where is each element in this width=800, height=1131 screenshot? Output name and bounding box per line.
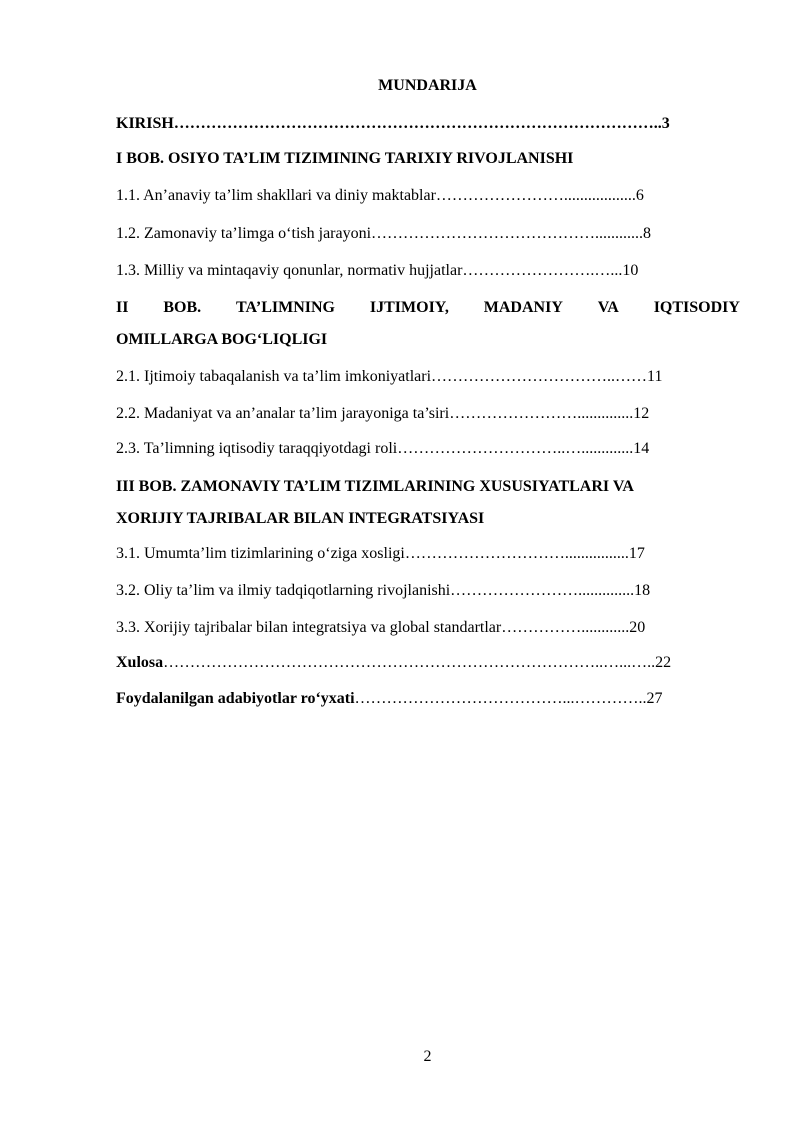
- chapter-2-line-1: [116, 292, 740, 324]
- adabiyotlar-label: Foydalanilgan adabiyotlar ro‘yxati: [116, 690, 355, 707]
- toc-entry-2-3[interactable]: 2.3. Ta’limning iqtisodiy taraqqiyotdagi roli…………………………..….............14: [116, 440, 650, 457]
- toc-entry-1-3[interactable]: 1.3. Milliy va mintaqaviy qonunlar, normativ hujjatlar…………………….…...10: [116, 262, 639, 279]
- chapter-2-word: II: [116, 299, 129, 316]
- chapter-3-line-1: III BOB. ZAMONAVIY TA’LIM TIZIMLARINING XUSUSIYATLARI VA: [116, 478, 634, 495]
- chapter-2-line-2: OMILLARGA BOG‘LIQLIGI: [116, 331, 328, 348]
- toc-title: MUNDARIJA: [378, 77, 477, 94]
- chapter-2-word: MADANIY: [483, 299, 563, 316]
- toc-chapter-3[interactable]: [116, 471, 740, 535]
- chapter-2-word: TA’LIMNING: [236, 299, 335, 316]
- toc-entry-kirish[interactable]: KIRISH………………………………………………………………………………..3: [116, 115, 670, 132]
- adabiyotlar-leader: …………………………………...…………..27: [354, 690, 663, 707]
- toc-entry-2-2[interactable]: 2.2. Madaniyat va an’analar ta’lim jarayoniga ta’siri……………………..............12: [116, 405, 650, 422]
- xulosa-leader: ………………………………………………………………………..…...…..22: [163, 654, 672, 671]
- chapter-3-line-2: XORIJIY TAJRIBALAR BILAN INTEGRATSIYASI: [116, 510, 485, 527]
- toc-entry-xulosa[interactable]: [116, 654, 671, 672]
- toc-entry-1-2[interactable]: 1.2. Zamonaviy ta’limga o‘tish jarayoni……………………………………............8: [116, 225, 652, 242]
- chapter-2-word: IJTIMOIY,: [369, 299, 449, 316]
- xulosa-label: Xulosa: [116, 654, 164, 671]
- toc-chapter-2[interactable]: [116, 292, 740, 356]
- toc-entry-adabiyotlar[interactable]: [116, 690, 663, 708]
- chapter-2-word: VA: [597, 299, 619, 316]
- toc-entry-1-1[interactable]: 1.1. An’anaviy ta’lim shakllari va diniy maktablar……………………..................6: [116, 187, 644, 204]
- chapter-2-word: IQTISODIY: [653, 299, 740, 316]
- page-number: 2: [423, 1048, 432, 1065]
- toc-entry-2-1[interactable]: 2.1. Ijtimoiy tabaqalanish va ta’lim imkoniyatlari……………………………..……11: [116, 368, 663, 385]
- toc-entry-3-2[interactable]: 3.2. Oliy ta’lim va ilmiy tadqiqotlarning rivojlanishi……………………..............18: [116, 582, 651, 599]
- toc-entry-3-3[interactable]: 3.3. Xorijiy tajribalar bilan integratsiya va global standartlar……………............20: [116, 619, 646, 636]
- toc-chapter-1[interactable]: I BOB. OSIYO TA’LIM TIZIMINING TARIXIY RIVOJLANISHI: [116, 150, 574, 167]
- chapter-2-word: BOB.: [163, 299, 202, 316]
- toc-entry-3-1[interactable]: 3.1. Umumta’lim tizimlarining o‘ziga xosligi…………………………................17: [116, 545, 645, 562]
